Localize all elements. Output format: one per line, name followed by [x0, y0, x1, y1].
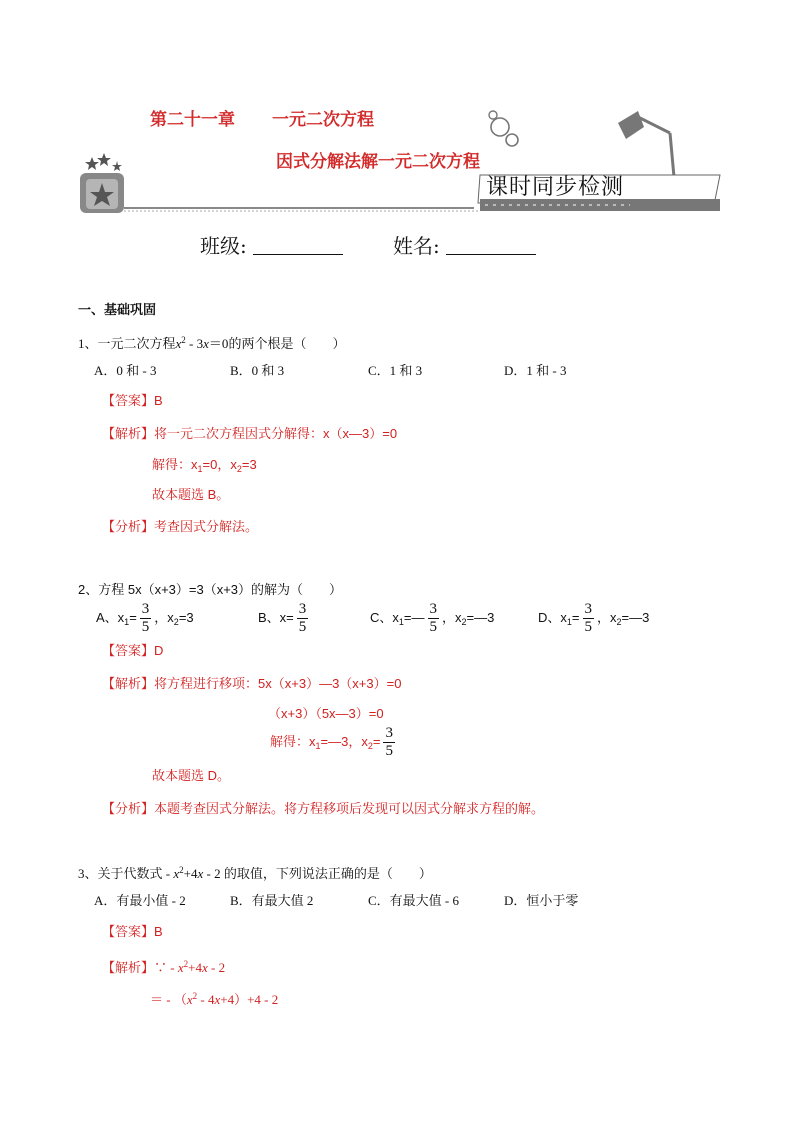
class-label: 班级: — [200, 234, 247, 258]
fraction: $\frac{3}{5}$ — [584, 601, 592, 635]
class-field — [200, 230, 343, 259]
q2-option-c: C、$x_1=—$ $\frac{3}{5}$ ，$x_2=—3$ — [370, 601, 495, 635]
q2-option-a: A、$x_1=$ $\frac{3}{5}$ ，$x_2=3$ — [96, 601, 194, 635]
q2-step-factor: （x+3）（5x—3）=0 — [268, 706, 384, 721]
name-field — [393, 230, 536, 259]
q1-conclusion: 故本题选 B。 — [152, 487, 230, 502]
name-label: 姓名: — [393, 234, 440, 258]
q2-analysis: 【解析】将方程进行移项：5x（x+3）—3（x+3）=0 — [102, 676, 402, 691]
q1-answer: 【答案】B — [102, 393, 163, 408]
q3-analysis: 【解析】∵ - $x^2+4x - 2$ — [102, 959, 226, 975]
q1-option-b: B．0 和 3 — [230, 363, 285, 378]
q3-analysis-step: ＝ - $(x^2 - 4x+4)+4 - 2$ — [150, 991, 279, 1007]
fraction: $\frac{3}{5}$ — [298, 601, 307, 635]
q1-option-a: A．0 和 - 3 — [94, 363, 157, 378]
q3-option-b: B．有最大值 2 — [230, 893, 314, 908]
q1-summary: 【分析】考查因式分解法。 — [102, 519, 259, 534]
section-heading: 一、基础巩固 — [78, 303, 157, 318]
q2-option-b: B、x= $\frac{3}{5}$ — [258, 601, 307, 635]
desk-lamp-icon — [618, 111, 684, 180]
name-blank — [446, 236, 536, 255]
q3-option-d: D．恒小于零 — [504, 893, 579, 908]
fraction: $\frac{3}{5}$ — [429, 601, 437, 635]
q1-analysis: 【解析】将一元二次方程因式分解得：x（x—3）=0 — [102, 426, 398, 441]
q1-option-c: C．1 和 3 — [368, 363, 423, 378]
fraction: $\frac{3}{5}$ — [385, 725, 393, 759]
chapter-label: 第二十一章 — [150, 110, 235, 130]
q3-answer: 【答案】B — [102, 924, 163, 939]
star-badge-icon — [80, 153, 124, 213]
q2-conclusion: 故本题选 D。 — [152, 768, 231, 783]
q2-answer: 【答案】D — [102, 643, 164, 658]
q2-stem: 2、方程 5x（x+3）=3（x+3）的解为（ ） — [78, 582, 343, 597]
fraction: $\frac{3}{5}$ — [141, 601, 150, 635]
q1-solution: 解得：$x_1=0$，$x_2=3$ — [152, 457, 257, 474]
q3-option-c: C．有最大值 - 6 — [368, 893, 460, 908]
q2-solution: 解得：$x_1=—3$，$x_2=$ $\frac{3}{5}$ — [270, 725, 393, 759]
q3-stem: 3、关于代数式 - $x^2+4x - 2$ 的取值，下列说法正确的是（ ） — [78, 865, 432, 881]
q2-option-d: D、$x_1=$ $\frac{3}{5}$ ，$x_2=—3$ — [538, 601, 650, 635]
bubbles-icon — [489, 111, 518, 146]
lesson-subtitle: 因式分解法解一元二次方程 — [276, 152, 480, 172]
q1-stem: 1、一元二次方程$x^2 - 3x=0$的两个根是（ ） — [78, 335, 346, 351]
q3-option-a: A．有最小值 - 2 — [94, 893, 186, 908]
q2-summary: 【分析】本题考查因式分解法。将方程移项后发现可以因式分解求方程的解。 — [102, 801, 545, 816]
class-blank — [253, 236, 343, 255]
banner-text: 课时同步检测 — [486, 175, 625, 200]
q1-option-d: D．1 和 - 3 — [504, 363, 567, 378]
chapter-title: 一元二次方程 — [272, 110, 374, 130]
